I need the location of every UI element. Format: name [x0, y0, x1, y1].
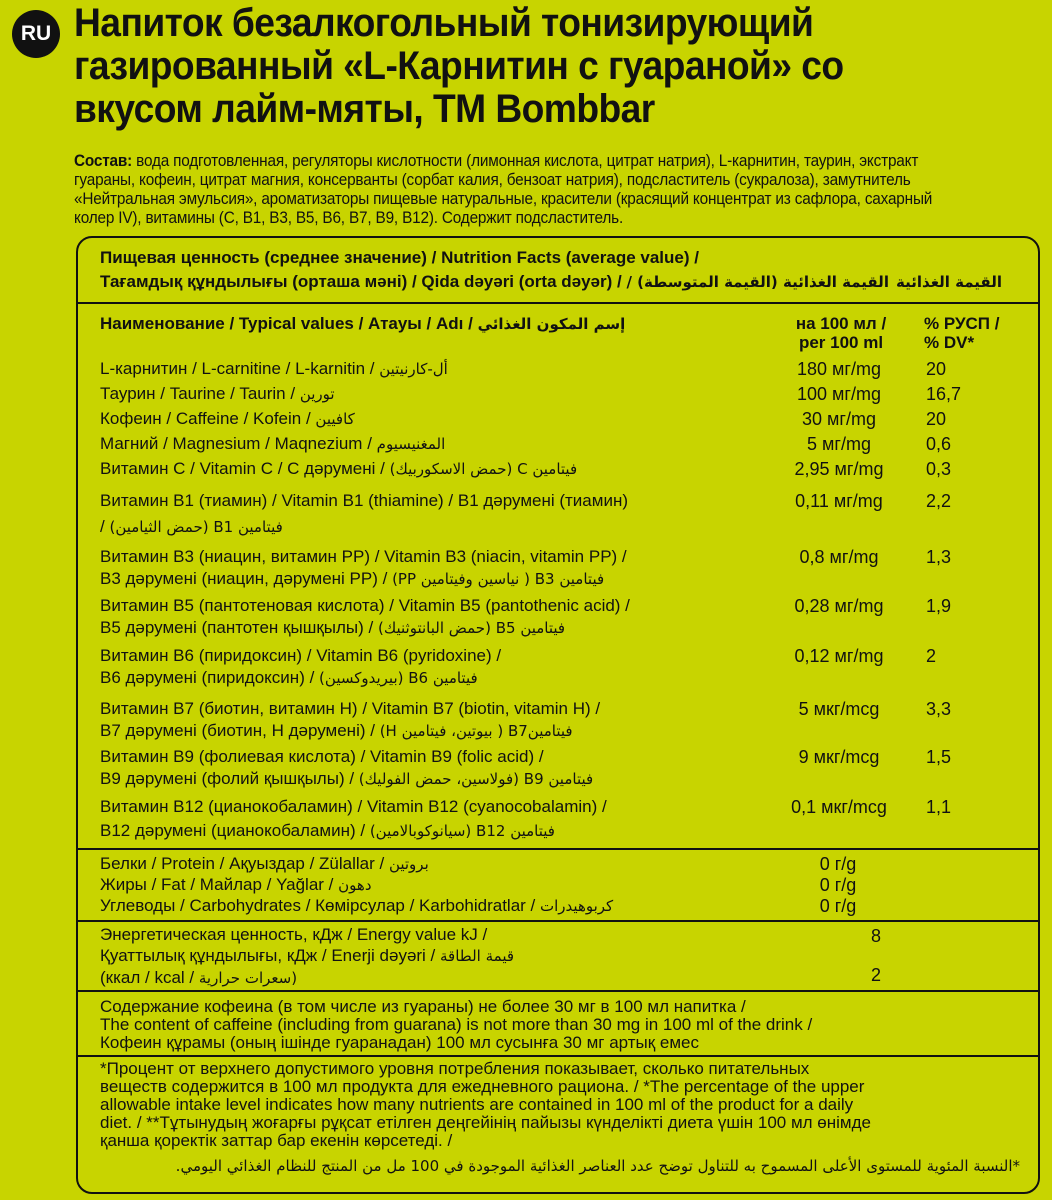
column-header-name	[100, 314, 625, 334]
row-label: Магний / Magnesium / Maqnezium /	[100, 434, 372, 453]
column-header-per100-line1: на 100 мл /	[795, 314, 887, 333]
row-dv: 2	[926, 646, 937, 666]
table-row	[100, 698, 780, 742]
row-value: 180 мг/mg	[797, 359, 881, 379]
table-row	[100, 458, 780, 480]
row-label: Витамин В5 (пантотеновая кислота) / Vitamin B5 (pantothenic acid) /	[100, 596, 630, 615]
row-label: Витамин В3 (ниацин, витамин РР) / Vitamin B3 (niacin, vitamin PP) /	[100, 547, 627, 566]
row-dv: 16,7	[926, 384, 962, 404]
row-dv: 1,9	[926, 596, 952, 616]
product-title: Напиток безалкогольный тонизирующий газированный «L-Карнитин с гуараной» со вкусом лайм-мяты, ТМ Bombbar	[74, 1, 844, 131]
row-value: 9 мкг/mcg	[798, 747, 880, 767]
macro-label-arabic: كربوهيدرات	[540, 897, 614, 915]
row-value: 0,1 мкг/mcg	[791, 797, 887, 817]
caffeine-note-ru: Содержание кофеина (в том числе из гуараны) не более 30 мг в 100 мл напитка /	[100, 997, 746, 1016]
row-label-line2: /	[100, 517, 105, 536]
footnote-line: веществ содержится в 100 мл продукта для ежедневного рациона. / *The percentage of the upper	[100, 1077, 865, 1096]
footnote-line: allowable intake level indicates how many nutrients are contained in 100 ml of the product for a daily	[100, 1095, 854, 1114]
row-label-line2: В3 дәрумені (ниацин, дәрумені РР) /	[100, 569, 388, 588]
table-row	[100, 595, 780, 639]
row-label-arabic: فيتامين C (حمض الاسكوربيك)	[389, 460, 578, 478]
footnote-line: *Процент от верхнего допустимого уровня потребления показывает, сколько питательных	[100, 1059, 810, 1078]
divider	[78, 1055, 1038, 1057]
caffeine-note-en: The content of caffeine (including from guarana) is not more than 30 mg in 100 ml of the drink /	[100, 1015, 813, 1034]
row-dv: 3,3	[926, 699, 952, 719]
language-badge: RU	[12, 10, 60, 58]
nutrition-facts-panel	[76, 236, 1040, 1194]
row-label: Таурин / Taurine / Taurin /	[100, 384, 296, 403]
row-label: Витамин В7 (биотин, витамин Н) / Vitamin B7 (biotin, vitamin H) /	[100, 699, 601, 718]
row-value: 100 мг/mg	[797, 384, 881, 404]
row-label: Витамин В9 (фолиевая кислота) / Vitamin B9 (folic acid) /	[100, 747, 544, 766]
divider	[78, 990, 1038, 992]
row-dv: 0,6	[926, 434, 952, 454]
nutrition-header-line1: Пищевая ценность (среднее значение) / Nutrition Facts (average value) /	[100, 248, 699, 267]
macro-label-arabic: بروتين	[388, 855, 429, 873]
row-label: Витамин В1 (тиамин) / Vitamin B1 (thiamine) / В1 дәрумені (тиамин)	[100, 491, 628, 510]
row-label-arabic: فيتامين B12 (سيانوكوبالامين)	[369, 822, 555, 840]
footnote	[100, 1060, 1030, 1150]
caffeine-note	[100, 998, 1030, 1052]
column-header-dv-line2: % DV*	[924, 333, 975, 352]
row-label: Витамин С / Vitamin C / С дәрумені /	[100, 459, 385, 478]
footnote-line: diet. / **Тұтынудың жоғарғы рұқсат етілген деңгейінің пайызы күнделікті диета үшін 100 мл өнімде	[100, 1113, 871, 1132]
macro-label: Жиры / Fat / Майлар / Yağlar /	[100, 875, 334, 894]
caffeine-note-kz: Кофеин құрамы (оның ішінде гуаранадан) 100 мл сусынға 30 мг артық емес	[100, 1033, 700, 1052]
row-dv: 1,1	[926, 797, 952, 817]
row-dv: 2,2	[926, 491, 952, 511]
row-label-line2: В9 дәрумені (фолий қышқылы) /	[100, 769, 355, 788]
row-label-arabic: فيتامين B5 (حمض البانتوثنيك)	[377, 619, 566, 637]
energy-label-kcal: (ккал / kcal /	[100, 968, 195, 987]
energy-label-kz: Қуаттылық құндылығы, кДж / Enerji dəyəri /	[100, 946, 436, 965]
macro-label: Углеводы / Carbohydrates / Көмірсулар / Karbohidratlar /	[100, 896, 536, 915]
row-dv: 0,3	[926, 459, 952, 479]
divider	[78, 302, 1038, 304]
row-value: 0,28 мг/mg	[794, 596, 884, 616]
macro-row	[100, 875, 780, 895]
row-value: 0,12 мг/mg	[794, 646, 884, 666]
row-value: 0,8 мг/mg	[799, 547, 879, 567]
nutrition-header-line2-text: Тағамдық құндылығы (орташа мәні) / Qida dəyəri (orta dəyər) /	[100, 272, 622, 291]
column-header-per100	[776, 314, 906, 352]
row-value: 5 мг/mg	[807, 434, 871, 454]
row-label-arabic: فيتامين B1 (حمض الثيامين)	[109, 518, 283, 536]
row-label-arabic: فيتامين B3 ( نياسين وفيتامين PP)	[392, 570, 605, 588]
composition-text	[74, 152, 976, 228]
energy-row	[100, 924, 780, 989]
macro-row	[100, 854, 780, 874]
row-label-arabic: تورين	[299, 385, 335, 403]
column-header-dv-line1: % РУСП /	[924, 314, 1000, 333]
table-row	[100, 645, 780, 689]
row-dv: 20	[926, 409, 947, 429]
row-label: Витамин В6 (пиридоксин) / Vitamin B6 (pyridoxine) /	[100, 646, 502, 665]
energy-label-kcal-arabic: (سعرات حرارية	[198, 969, 298, 987]
table-row	[100, 358, 780, 380]
divider	[78, 920, 1038, 922]
footnote-line: қанша қоректік заттар бар екенін көрсетеді. /	[100, 1131, 453, 1150]
macro-label: Белки / Protein / Ақуыздар / Zülallar /	[100, 854, 385, 873]
row-value: 2,95 мг/mg	[794, 459, 884, 479]
row-dv: 1,5	[926, 747, 952, 767]
row-label-line2: В12 дәрумені (цианокобаламин) /	[100, 821, 366, 840]
nutrition-header-line2	[100, 272, 889, 292]
table-row	[100, 796, 780, 842]
table-row	[100, 546, 780, 590]
energy-kj-value: 8	[870, 926, 881, 946]
nutrition-header-line2-arabic: القيمة الغذائية (القيمة المتوسطة) /	[626, 273, 889, 291]
energy-label-kj: Энергетическая ценность, кДж / Energy value kJ /	[100, 925, 488, 944]
row-label: Витамин В12 (цианокобаламин) / Vitamin B12 (cyanocobalamin) /	[100, 797, 607, 816]
row-dv: 1,3	[926, 547, 952, 567]
row-label: L-карнитин / L-carnitine / L-karnitin /	[100, 359, 375, 378]
nutrition-header-arabic-right: القيمة الغذائية	[896, 273, 1002, 291]
row-label: Кофеин / Caffeine / Kofein /	[100, 409, 311, 428]
table-row	[100, 490, 780, 538]
table-row	[100, 746, 780, 790]
table-row	[100, 408, 780, 430]
footnote-arabic: *النسبة المئوية للمستوى الأعلى المسموح به للتناول توضح عدد العناصر الغذائية الموجودة في 100 مل من المنتج للنظام الغذائي اليومي.	[175, 1157, 1020, 1175]
energy-label-arabic: قيمة الطاقة	[440, 947, 515, 965]
row-value: 30 мг/mg	[802, 409, 876, 429]
row-label-line2: В5 дәрумені (пантотен қышқылы) /	[100, 618, 374, 637]
table-row	[100, 433, 780, 455]
row-label-line2: В7 дәрумені (биотин, Н дәрумені) /	[100, 721, 375, 740]
row-label-arabic: فيتامينB7 ( بيوتين، فيتامين H)	[379, 722, 573, 740]
row-value: 0,11 мг/mg	[795, 491, 883, 511]
column-header-name-text: Наименование / Typical values / Атауы / Adı /	[100, 314, 473, 333]
energy-kcal-value: 2	[870, 965, 881, 985]
row-label-arabic: أل-كارنيتين	[379, 360, 448, 378]
macro-value: 0 г/g	[819, 896, 857, 916]
macro-label-arabic: دهون	[338, 876, 372, 894]
row-label-line2: В6 дәрумені (пиридоксин) /	[100, 668, 315, 687]
row-dv: 20	[926, 359, 947, 379]
table-row	[100, 383, 780, 405]
composition-body: вода подготовленная, регуляторы кислотности (лимонная кислота, цитрат натрия), L-карнитин, таурин, экстракт гуараны, кофеин, цитрат магния, консерванты (сорбат калия, бензоат натрия), подсластитель (сукралоза), замутнитель «Нейтральная эмульсия», ароматизаторы пищевые натуральные, красители (красящий концентрат из сафлора, сахарный колер IV), витамины (С, В1, В3, В5, В6, В7, В9, В12). Содержит подсластитель.	[74, 152, 933, 227]
macro-value: 0 г/g	[819, 854, 857, 874]
macro-row	[100, 896, 780, 916]
column-header-dv	[924, 314, 1024, 352]
row-value: 5 мкг/mcg	[798, 699, 880, 719]
row-label-arabic: المغنيسيوم	[376, 435, 446, 453]
divider	[78, 848, 1038, 850]
row-label-arabic: فيتامين B6 (بيريدوكسين)	[319, 669, 478, 687]
column-header-name-arabic: إسم المكون الغذائي	[477, 315, 626, 333]
column-header-per100-line2: per 100 ml	[798, 333, 884, 352]
row-label-arabic: كافيين	[315, 410, 355, 428]
macro-value: 0 г/g	[819, 875, 857, 895]
row-label-arabic: فيتامين B9 (فولاسين، حمض الفوليك)	[358, 770, 594, 788]
composition-label: Состав:	[74, 152, 133, 170]
